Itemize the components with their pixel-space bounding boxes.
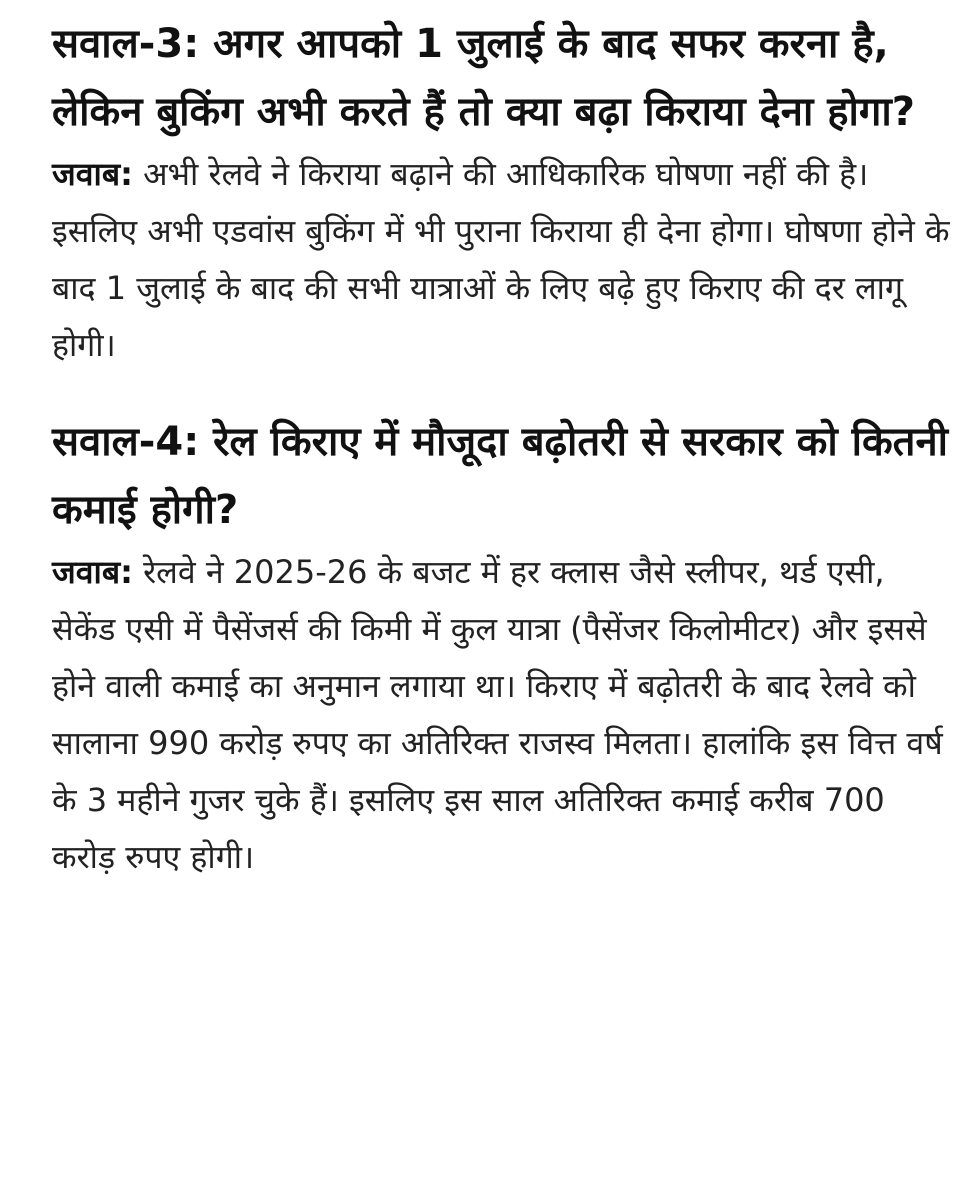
answer-3-label: जवाब:: [52, 155, 133, 193]
article-body: [52, 10, 952, 886]
qa-block-3: [52, 10, 952, 374]
answer-3-text: अभी रेलवे ने किराया बढ़ाने की आधिकारिक घोषणा नहीं की है। इसलिए अभी एडवांस बुकिंग में भी पुराना किराया ही देना होगा। घोषणा होने के बाद 1 जुलाई के बाद की सभी यात्राओं के लिए बढ़े हुए किराए की दर लागू होगी।: [52, 155, 950, 364]
answer-3-paragraph: [52, 146, 952, 374]
qa-block-4: [52, 408, 952, 886]
answer-4-label: जवाब:: [52, 553, 133, 591]
section-spacer: [52, 374, 952, 408]
answer-4-text: रेलवे ने 2025-26 के बजट में हर क्लास जैसे स्लीपर, थर्ड एसी, सेकेंड एसी में पैसेंजर्स की किमी में कुल यात्रा (पैसेंजर किलोमीटर) और इससे होने वाली कमाई का अनुमान लगाया था। किराए में बढ़ोतरी के बाद रेलवे को सालाना 990 करोड़ रुपए का अतिरिक्त राजस्व मिलता। हालांकि इस वित्त वर्ष के 3 महीने गुजर चुके हैं। इसलिए इस साल अतिरिक्त कमाई करीब 700 करोड़ रुपए होगी।: [52, 553, 943, 876]
question-4-heading: सवाल-4: रेल किराए में मौजूदा बढ़ोतरी से सरकार को कितनी कमाई होगी?: [52, 419, 949, 533]
answer-4-paragraph: [52, 544, 952, 886]
question-3-heading: सवाल-3: अगर आपको 1 जुलाई के बाद सफर करना है, लेकिन बुकिंग अभी करते हैं तो क्या बढ़ा किराया देना होगा?: [52, 21, 915, 135]
